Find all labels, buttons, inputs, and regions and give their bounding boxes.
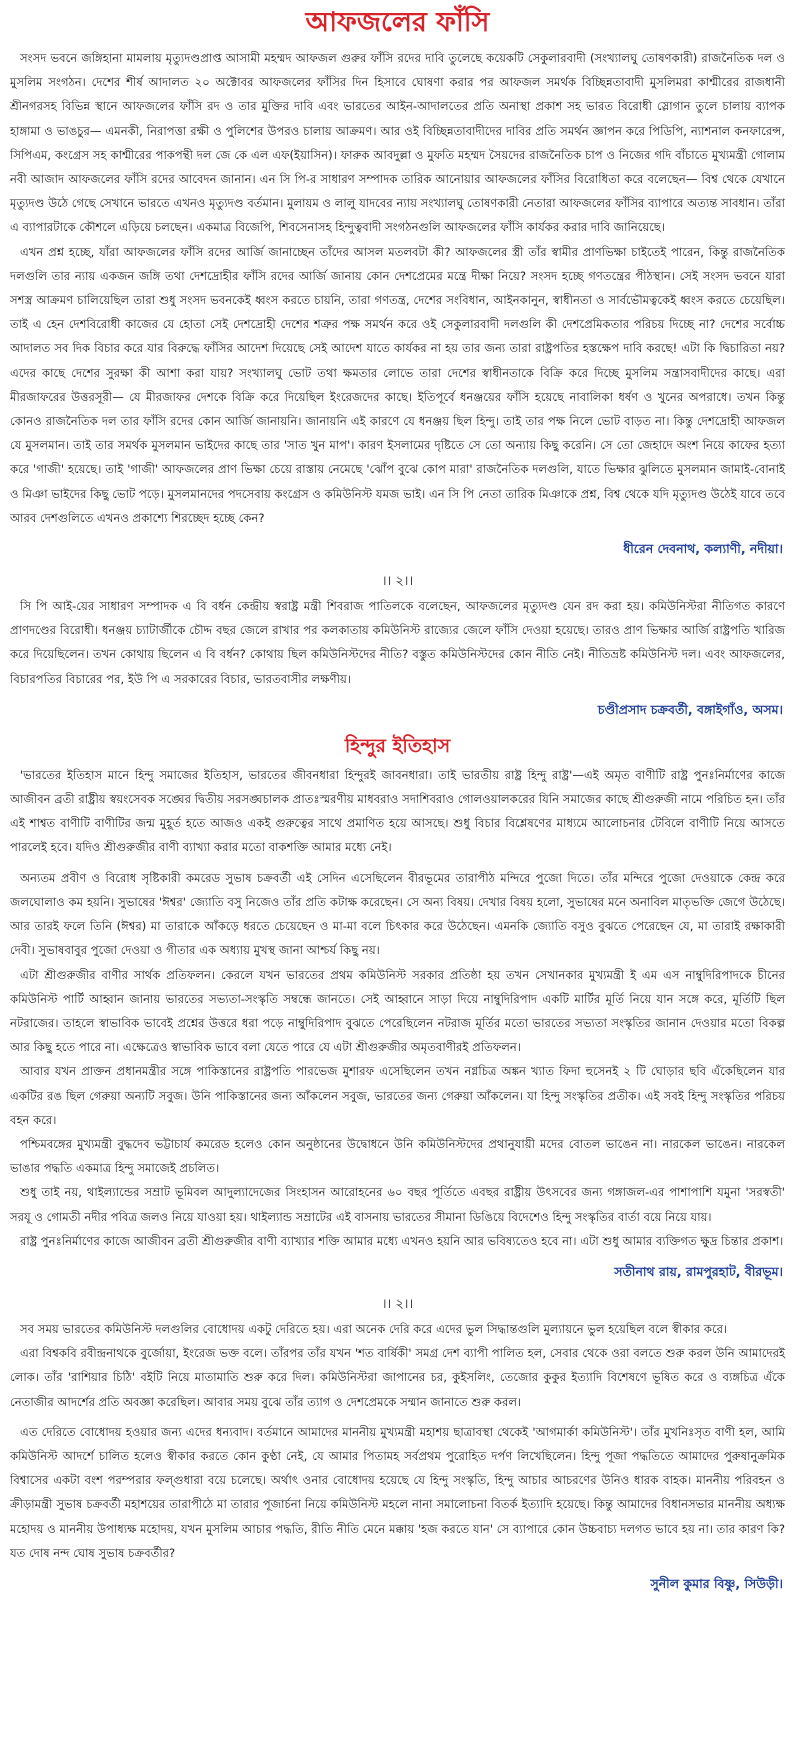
paragraph: অন্যতম প্রবীণ ও বিরোধ সৃষ্টিকারী কমরেড সুভাষ চক্রবর্তী এই সেদিন এসেছিলেন বীরভূমের তারাপীঠ মন্দিরে পুজো দিতে। তাঁর মন্দিরে পুজো দেওয়াকে কেন্দ্র করে জলঘোলাও কম হয়নি। সুভাষের 'ঈশ্বর' জ্যোতি বসু নিজেও তাঁর প্রতি কটাক্ষ করেছেন। সে অন্য বিষয়। দেখার বিষয় হলো, সুভাষের মনে অনাবিল মাতৃভক্তি জেগে উঠেছে। আর তারই ফলে তিনি (ঈশ্বর) মা তারাকে আঁকড়ে ধরতে চেয়েছেন ও মা-মা বলে চিৎকার করে উঠেছেন। এমনকি জ্যোতি বসুও বুঝতে পেরেছেন যে, মা তারাই রক্ষাকারী দেবী। সুভাষবাবুর পুজো দেওয়া ও গীতার এক অধ্যায় মুখস্থ জানা আশ্চর্য কিছু নয়। — [10, 870, 785, 958]
author-signature: সুনীল কুমার বিষ্ণু, সিউড়ী। — [650, 1575, 783, 1591]
paragraph: রাষ্ট্র পুনঃনির্মাণের কাজে আজীবন ব্রতী শ্রীগুরুজীর বাণী ব্যাখ্যার শক্তি আমার মধ্যে এখনও হয়নি আর ভবিষ্যতেও হবে না। এটা শুধু আমার ব্যক্তিগত ক্ষুদ্র চিন্তার প্রকাশ। — [20, 1233, 784, 1248]
paragraph: সব সময় ভারতের কমিউনিস্ট দলগুলির বোধোদয় একটু দেরিতে হয়। এরা অনেক দেরি করে এদের ভুল সিদ্ধান্তগুলি মুল্যায়নে ভুল হয়েছিল বলে স্বীকার করে। — [20, 1321, 728, 1336]
article-body-afzal-2 — [10, 594, 785, 691]
paragraph: পশ্চিমবঙ্গের মুখ্যমন্ত্রী বুদ্ধদেব ভট্টাচার্য কমরেড হলেও কোন অনুষ্ঠানের উদ্বোধনে উনি কমিউনিস্টদের প্রথানুযায়ী মদের বোতল ভাঙেন না। নারকেল ভাঙেন। নারকেল ভাঙার পদ্ধতি একমাত্র হিন্দু সমাজেই প্রচলিত। — [10, 1136, 785, 1176]
paragraph: 'ভারতের ইতিহাস মানে হিন্দু সমাজের ইতিহাস, ভারতের জীবনধারা হিন্দুরই জাবনধারা। তাই ভারতীয় রাষ্ট্র হিন্দু রাষ্ট্র'—এই অমৃত বাণীটি রাষ্ট্র পুনঃনির্মাণের কাজে আজীবন ব্রতী রাষ্ট্রীয় স্বয়ংসেবক সঙ্ঘের দ্বিতীয় সরসঙ্ঘচালক প্রাতঃস্মরণীয় মাধবরাও সদাশিবরাও গোলওয়ালকরের যিনি সমাজের কাছে শ্রীগুরুজী নামে পরিচিত হন। তাঁর এই শাশ্বত বাণীটি বাণীটির জন্ম মুহূর্ত হতে আজও একই গুরুত্বের সাথে প্রমাণিত হয়ে আসছে। শুধু বিচার বিশ্লেষণের মাধ্যমে আলোচনার টেবিলে বাণীটি নিয়ে আসতে পারলেই হবে। যদিও শ্রীগুরুজীর বাণী ব্যাখ্যা করার মতো বাকশক্তি আমার মধ্যে নেই। — [10, 767, 785, 855]
paragraph: এটা শ্রীগুরুজীর বাণীর সার্থক প্রতিফলন। কেরলে যখন ভারতের প্রথম কমিউনিস্ট সরকার প্রতিষ্ঠা হয় তখন সেখানকার মুখ্যমন্ত্রী ই এম এস নাম্বুদিরিপাদকে চীনের কমিউনিস্ট পার্টি আহ্বান জানায় ভারতের সভ্যতা-সংস্কৃতি সম্বন্ধে জানতে। সেই আহ্বানে সাড়া দিয়ে নাম্বুদিরিপাদ একটি মার্টির মূর্তি নিয়ে যান সঙ্গে করে, মূর্তিটি ছিল নটরাজের। তাহলে স্বাভাবিক ভাবেই প্রশ্নের উত্তরে ধরা পড়ে নাম্বুদিরিপাদ বুঝতে পেরেছিলেন নটরাজ মূর্তির মতো ভারতের সভ্যতা সংস্কৃতির জানান দেওয়ার মতো বিকল্প আর কিছু হতে পারে না। এক্ষেত্রেও স্বাভাবিক ভাবে বলা যেতে পারে যে এটা শ্রীগুরুজীর অমৃতবাণীরই প্রতিফলন। — [10, 967, 785, 1055]
author-signature: ধীরেন দেবনাথ, কল্যাণী, নদীয়া। — [623, 541, 783, 557]
paragraph: এরা বিশ্বকবি রবীন্দ্রনাথকে বুর্জোয়া, ইংরেজ ভক্ত বলে। তাঁরপর তাঁর যখন 'শত বার্ষিকী' সমগ্র দেশ ব্যাপী পালিত হল, সেবার থেকে ওরা বলতে শুরু করল উনি আমাদেরই লোক। তাঁর 'রাশিয়ার চিঠি' বইটি নিয়ে মাতামাতি শুরু করে দিল। কমিউনিস্টরা জাপানের চর, কুইসলিং, তেজোর কুকুর ইত্যাদি বিশেষণে ভূষিত করে ও ব্যঙ্গচিত্র এঁকে নেতাজীর আদর্শের প্রতি অবজ্ঞা করেছিল। আবার সময় বুঝে তাঁর ত্যাগ ও দেশপ্রেমকে সম্মান জানাতে শুরু করল। — [10, 1346, 785, 1409]
article-body-afzal — [10, 46, 785, 530]
article-body-hindu-history-2 — [10, 1317, 785, 1565]
section-separator: ।। ২।। — [381, 574, 414, 590]
paragraph: সি পি আই-য়ের সাধারণ সম্পাদক এ বি বর্ধন কেন্দ্রীয় স্বরাষ্ট্র মন্ত্রী শিবরাজ পাতিলকে বলেছেন, আফজলের মৃত্যুদণ্ড যেন রদ করা হয়। কমিউনিস্টরা নীতিগত কারণে প্রাণদণ্ডের বিরোধী। ধনঞ্জয় চ্যাটার্জীকে চৌদ্দ বছর জেলে রাখার পর কলকাতায় কমিউনিস্ট রাজ্যের জেলে ফাঁসি দেওয়া হয়েছে। তারও প্রাণ ভিক্ষার আর্জি রাষ্ট্রপতি খারিজ করে দিয়েছিলেন। তখন কোথায় ছিলেন এ বি বর্ধন? কোথায় ছিল কমিউনিস্টদের নীতি? বস্তুত কমিউনিস্টদের কোন নীতি নেই। নীতিভ্রষ্ট কমিউনিস্ট দল। এবং আফজলের, বিচারপতির বিচারের পর, ইউ পি এ সরকারের বিচার, ভারতবাসীর লক্ষণীয়। — [10, 599, 785, 686]
section-separator: ।। ২।। — [381, 1296, 414, 1312]
paragraph: এখন প্রশ্ন হচ্ছে, যাঁরা আফজলের ফাঁসি রদের আর্জি জানাচ্ছেন তাঁদের আসল মতলবটা কী? আফজলের স্ত্রী তাঁর স্বামীর প্রাণভিক্ষা চাইতেই পারেন, কিন্তু রাজনৈতিক দলগুলি তার ন্যায় একজন জঙ্গি তথা দেশদ্রোহীর ফাঁসি রদের আর্জি জানায় কোন দেশপ্রেমের মন্ত্রে দীক্ষা নিয়ে? সংসদ হচ্ছে গণতন্ত্রের পীঠস্থান। সেই সংসদ ভবনে যারা সশস্ত্র আক্রমণ চালিয়েছিল তারা শুধু সংসদ ভবনকেই ধ্বংস করতে চায়নি, তারা গণতন্ত্র, দেশের সংবিধান, আইনকানুন, স্বাধীনতা ও সার্বভৌমত্বকেই ধ্বংস করতে চেয়েছিল। তাই এ হেন দেশবিরোধী কাজের যে হোতা সেই দেশদ্রোহী দেশের শত্রুর পক্ষ সমর্থন করে ওই সেকুলারবাদী দলগুলি কী দেশপ্রেমিকতার পরিচয় দিচ্ছে না? দেশের সর্বোচ্চ আদালত সব দিক বিচার করে যার বিরুদ্ধে ফাঁসির আদেশ দিয়েছে সেই আদেশ যাতে কার্যকর না হয় তার জন্য তারা রাষ্ট্রপতির হস্তক্ষেপ দাবি করছে! এটা কি দ্বিচারিতা নয়? এদের কাছে দেশের সুরক্ষা কী আশা করা যায়? সংখ্যালঘু ভোট তথা ক্ষমতার লোভে তারা দেশের স্বাধীনতাকে বিক্রি করে দিচ্ছে মুসলিম সন্ত্রাসবাদীদের কাছে। এরা মীরজাফরের উত্তরসূরী— যে মীরজাফর দেশকে বিক্রি করে দিয়েছিল ইংরেজদের কাছে। ইতিপূর্বে ধনঞ্জয়ের ফাঁসি হয়েছে নাবালিকা ধর্ষণ ও খুনের অপরাধে। তখন কিন্তু কোনও রাজনৈতিক দল তার ফাঁসি রদের কোন আর্জি জানায়নি। জানায়নি এই কারণে যে ধনঞ্জয় ছিল হিন্দু। তাই তার পক্ষ নিলে ভোট বাড়ত না। কিন্তু দেশদ্রোহী আফজল যে মুসলমান। তাই তার সমর্থক মুসলমান ভাইদের কাছে তার 'সাত খুন মাপ'। কারণ ইসলামের দৃষ্টিতে সে তো অন্যায় কিছু করেনি। সে তো জেহাদে অংশ নিয়ে কাফের হত্যা করে 'গাজী' হয়েছে। তাই 'গাজী' আফজলের প্রাণ ভিক্ষা চেয়ে রাস্তায় নেমেছে 'ঝোঁপ বুঝে কোপ মারা' রাজনৈতিক দলগুলি, যাতে ভিক্ষার ঝুলিতে মুসলমান জামাই-বোনাই ও মিঞা ভাইদের কিছু ভোট পড়ে। মুসলমানদের পদসেবায় কংগ্রেস ও কমিউনিস্ট যমজ ভাই। এন সি পি নেতা তারিক মিঞাকে প্রশ্ন, বিশ্ব থেকে যদি মৃত্যুদণ্ড উঠেই যাবে তবে আরব দেশগুলিতে এখনও প্রকাশ্যে শিরচ্ছেদ হচ্ছে কেন? — [10, 244, 785, 525]
paragraph: শুধু তাই নয়, থাইল্যান্ডের সম্রাট ভূমিবল আদুল্যাদেজের সিংহাসন আরোহনের ৬০ বছর পূর্তিতে এবছর রাষ্ট্রীয় উৎসবের জন্য গঙ্গাজল-এর পাশাপাশি যমুনা 'সরস্বতী' সরযূ ও গোমতী নদীর পবিত্র জলও নিয়ে যাওয়া হয়। থাইল্যান্ড সম্রাটের এই বাসনায় ভারতের সীমানা ডিঙিয়ে বিদেশেও হিন্দু সংস্কৃতির বার্তা বয়ে নিয়ে যায়। — [10, 1185, 785, 1224]
author-signature: চণ্ডীপ্রসাদ চক্রবর্তী, বঙ্গাইগাঁও, অসম। — [597, 701, 783, 717]
paragraph: সংসদ ভবনে জঙ্গিহানা মামলায় মৃত্যুদণ্ডপ্রাপ্ত আসামী মহম্মদ আফজল গুরুর ফাঁসি রদের দাবি তুলেছে কয়েকটি সেকুলারবাদী (সংখ্যালঘু তোষণকারী) রাজনৈতিক দল ও মুসলিম সংগঠন। দেশের শীর্ষ আদালত ২০ অক্টোবর আফজলের ফাঁসির দিন হিসাবে ঘোষণা করার পর আফজল সমর্থক বিচ্ছিন্নতাবাদী মুসলিমরা কাশ্মীরের রাজধানী শ্রীনগরসহ বিভিন্ন স্থানে আফজলের ফাঁসি রদ ও তার মুক্তির দাবি এবং ভারতের আইন-আদালতের প্রতি অনাস্থা প্রকাশ সহ ভারত বিরোধী স্লোগান তুলে চালায় ব্যাপক হাঙ্গামা ও ভাঙচুর— এমনকী, নিরাপত্তা রক্ষী ও পুলিশের উপরও চালায় আক্রমণ। আর ওই বিচ্ছিন্নতাবাদীদের দাবির প্রতি সমর্থন জ্ঞাপন করে পিডিপি, ন্যাশনাল কনফারেন্স, সিপিএম, কংগ্রেস সহ কাশ্মীরের পাকপন্থী দল জে কে এল এফ(ইয়াসিন)। ফারুক আবদুল্লা ও মুফতি মহম্মদ সৈয়দের রাজনৈতিক চাপ ও নিজের গদি বাঁচাতে মুখ্যমন্ত্রী গোলাম নবী আজাদ আফজলের ফাঁসি রদের আবেদন জানান। এন সি পি-র সাধারণ সম্পাদক তারিক আনোয়ার আফজলের ফাঁসির বিরোধিতা করে বলেছেন— বিশ্ব থেকে যেখানে মৃত্যুদণ্ড উঠে গেছে সেখানে ভারতে এখনও মৃত্যুদণ্ড বর্তমান। মুলায়ম ও লালু যাদবের ন্যায় সংখ্যালঘু তোষণকারী নেতারা আফজলের ফাঁসির ব্যাপারে অত্যন্ত সাবধান। তাঁরা এ ব্যাপারটাকে কৌশলে এড়িয়ে চলছেন। একমাত্র বিজেপি, শিবসেনাসহ হিন্দুত্ববাদী সংগঠনগুলি আফজলের ফাঁসি কার্যকর করার দাবি জানিয়েছে। — [10, 51, 785, 235]
paragraph: আবার যখন প্রাক্তন প্রধানমন্ত্রীর সঙ্গে পাকিস্তানের রাষ্ট্রপতি পারভেজ মুশারফ এসেছিলেন তখন নগ্নচিত্র অঙ্কন খ্যাত ফিদা হুসেনই ২ টি ঘোড়ার ছবি এঁকেছিলেন যার একটির রঙ ছিল গেরুয়া অন্যটি সবুজ। উনি পাকিস্তানের জন্য আঁকলেন সবুজ, ভারতের জন্য গেরুয়া আঁকলেন। যা হিন্দু সংস্কৃতির প্রতীক। এই সবই হিন্দু সংস্কৃতির পরিচয় বহন করে। — [10, 1064, 785, 1127]
paragraph: এত দেরিতে বোধোদয় হওয়ার জন্য এদের ধন্যবাদ। বর্তমানে আমাদের মাননীয় মুখ্যমন্ত্রী মহাশয় ছাত্রাবস্থা থেকেই 'আগমার্কা কমিউনিস্ট'। তাঁর মুখনিঃসৃত বাণী হল, আমি কমিউনিস্ট আদর্শে চালিত হলেও স্বীকার করতে কোন কুণ্ঠা নেই, যে আমার পিতামহ সর্বপ্রথম পুরোহিত দর্পণ লিখেছিলেন। হিন্দু পূজা পদ্ধতিতে আমাদের পুরুষানুক্রমিক বিশ্বাসের একটা বংশ পরম্পরার ফল্গুধারা বয়ে চলেছে। অর্থাৎ ওনার বোধোদয় হয়েছে যে হিন্দু সংস্কৃতি, হিন্দু আচার আচরণের উনিও ধারক বাহক। মাননীয় পরিবহন ও ক্রীড়ামন্ত্রী সুভাষ চক্রবর্তী মহাশয়ের তারাপীঠে মা তারার পূজার্চনা নিয়ে কমিউনিস্ট মহলে নানা সমালোচনা বিতর্ক ইত্যাদি হয়েছে। কিন্তু আমাদের বিধানসভার মাননীয় অধ্যক্ষ মহোদয় ও মাননীয় উপাধ্যক্ষ মহোদয়, যখন মুসলিম আচার পদ্ধতি, রীতি নীতি মেনে মক্কায় 'হজ করতে যান' সে ব্যাপারে কোন উচ্চবাচ্য দলগত ভাবে হয় না। তার কারণ কি? যত দোষ নন্দ ঘোষ সুভাষ চক্রবর্তীর? — [10, 1424, 785, 1560]
article-title-afzal: আফজলের ফাঁসি — [305, 7, 490, 38]
author-signature: সতীনাথ রায়, রামপুরহাট, বীরভূম। — [614, 1263, 783, 1279]
article-body-hindu-history — [10, 763, 785, 1253]
article-title-hindu-history: হিন্দুর ইতিহাস — [344, 734, 451, 757]
